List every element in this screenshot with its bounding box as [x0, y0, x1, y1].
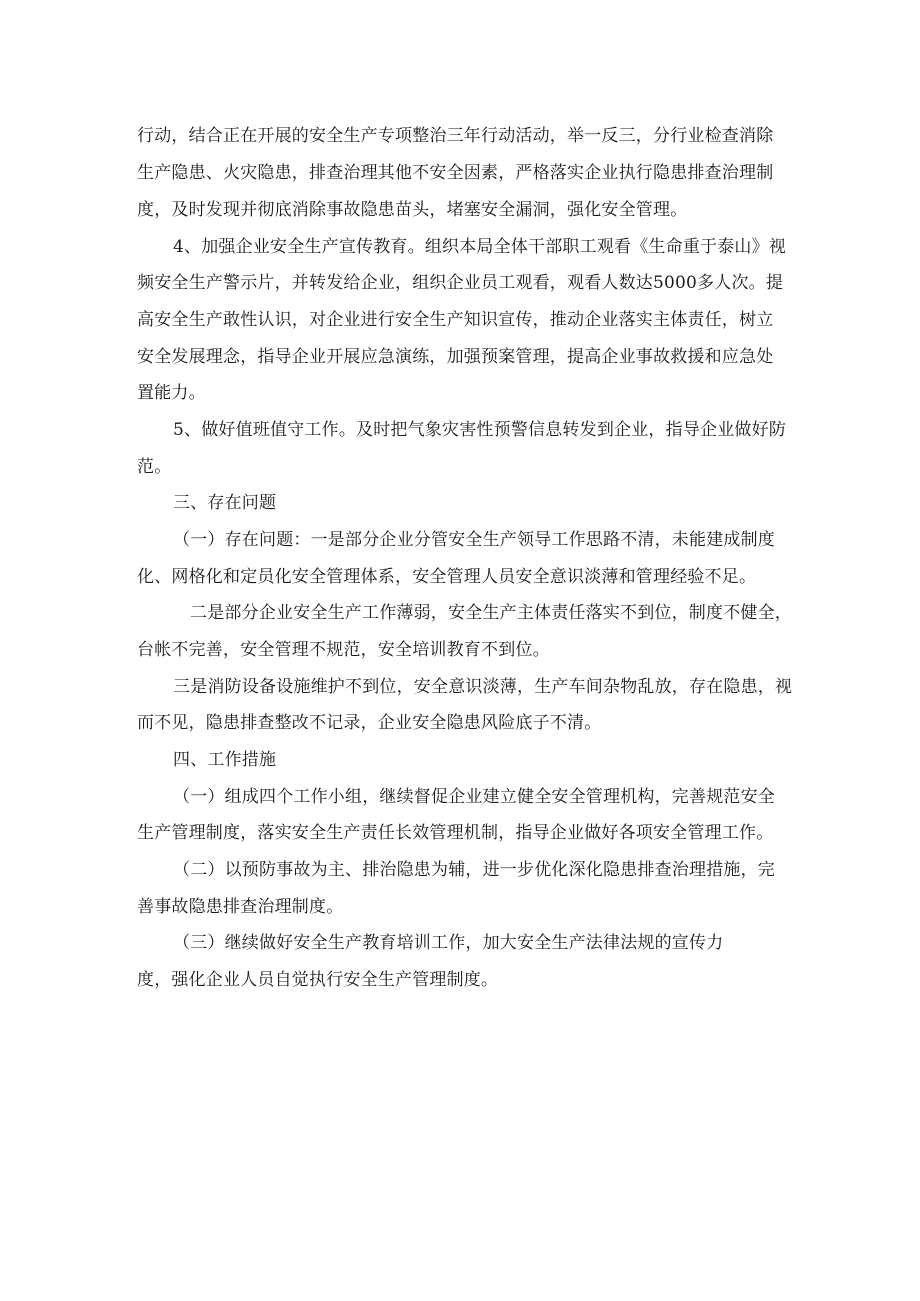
- text-line: 二是部分企业安全生产工作薄弱，安全生产主体责任落实不到位，制度不健全，: [190, 603, 792, 623]
- text-line: 范。: [137, 457, 172, 477]
- text-line: 5、做好值班值守工作。及时把气象灾害性预警信息转发到企业，指导企业做好防: [173, 420, 787, 440]
- text-line: 度，及时发现并彻底消除事故隐患苗头，堵塞安全漏洞，强化安全管理。: [137, 200, 688, 220]
- section-heading: 三、存在问题: [173, 493, 277, 513]
- text-line: 行动，结合正在开展的安全生产专项整治三年行动活动，举一反三，分行业检查消除: [137, 126, 774, 146]
- text-line: 高安全生产敢性认识，对企业进行安全生产知识宣传，推动企业落实主体责任，树立: [137, 310, 774, 330]
- text-line: （一）存在问题：一是部分企业分管安全生产领导工作思路不清，未能建成制度: [173, 530, 775, 550]
- text-line: 善事故隐患排查治理制度。: [137, 897, 344, 917]
- text-line: （二）以预防事故为主、排治隐患为辅，进一步优化深化隐患排查治理措施，完: [173, 860, 775, 880]
- text-line: 化、网格化和定员化安全管理体系，安全管理人员安全意识淡薄和管理经验不足。: [137, 567, 757, 587]
- text-line: 置能力。: [137, 383, 206, 403]
- text-line: 生产管理制度，落实安全生产责任长效管理机制，指导企业做好各项安全管理工作。: [137, 823, 774, 843]
- text-line: 4、加强企业安全生产宣传教育。组织本局全体干部职工观看《生命重于泰山》视: [173, 237, 787, 257]
- text-line: （三）继续做好安全生产教育培训工作，加大安全生产法律法规的宣传力: [173, 933, 724, 953]
- text-line: （一）组成四个工作小组，继续督促企业建立健全安全管理机构，完善规范安全: [173, 787, 775, 807]
- section-heading: 四、工作措施: [173, 750, 277, 770]
- text-line: 台帐不完善，安全管理不规范，安全培训教育不到位。: [137, 640, 550, 660]
- text-line: 度，强化企业人员自觉执行安全生产管理制度。: [137, 970, 499, 990]
- text-line: 生产隐患、火灾隐患，排查治理其他不安全因素，严格落实企业执行隐患排查治理制: [137, 163, 774, 183]
- text-line: 而不见，隐患排查整改不记录，企业安全隐患风险底子不清。: [137, 713, 602, 733]
- text-line: 安全发展理念，指导企业开展应急演练，加强预案管理，提高企业事故救援和应急处: [137, 347, 774, 367]
- text-line: 频安全生产警示片，并转发给企业，组织企业员工观看，观看人数达5000多人次。提: [137, 273, 784, 293]
- text-line: 三是消防设备设施维护不到位，安全意识淡薄，生产车间杂物乱放，存在隐患，视: [173, 677, 793, 697]
